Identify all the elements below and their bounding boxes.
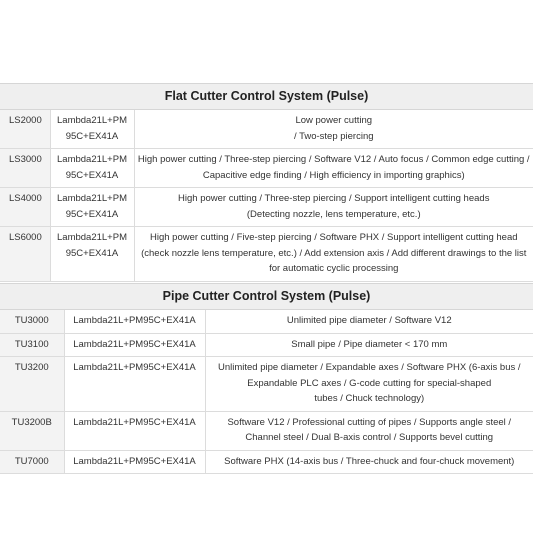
hardware-line: 95C+EX41A: [65, 130, 119, 142]
table-row: [0, 188, 533, 227]
model-cell: [0, 227, 50, 282]
features-line: Unlimited pipe diameter / Software V12: [286, 315, 452, 326]
features-line: Capacitive edge finding / High efficiency in importing graphics): [202, 169, 465, 181]
model-cell: [0, 357, 64, 412]
hardware-line: 95C+EX41A: [65, 169, 119, 181]
features-line: Small pipe / Pipe diameter < 170 mm: [291, 338, 448, 350]
table-row: [0, 227, 533, 282]
features-line: (check nozzle lens temperature, etc.) / Add extension axis / Add different drawings to the list: [141, 247, 527, 259]
hardware-line: Lambda21L+PM: [57, 193, 127, 204]
features-cell: [134, 149, 533, 188]
table-row: [0, 450, 533, 474]
table-row: [0, 110, 533, 149]
model-cell: [0, 188, 50, 227]
hardware-line: 95C+EX41A: [65, 247, 119, 259]
pipe-cutter-table: [0, 310, 533, 474]
section-title: Flat Cutter Control System (Pulse): [0, 83, 533, 110]
features-cell: [205, 333, 533, 357]
flat-cutter-section: [0, 83, 533, 282]
hardware-cell: [50, 149, 134, 188]
hardware-line: Lambda21L+PM95C+EX41A: [73, 315, 196, 326]
model-cell: [0, 110, 50, 149]
flat-cutter-table: [0, 110, 533, 282]
table-row: [0, 333, 533, 357]
model-cell: [0, 333, 64, 357]
features-line: tubes / Chuck technology): [314, 393, 425, 404]
model-cell: [0, 149, 50, 188]
hardware-line: Lambda21L+PM: [57, 154, 127, 165]
hardware-cell: [50, 227, 134, 282]
hardware-line: Lambda21L+PM: [57, 115, 127, 126]
model-line: LS6000: [9, 232, 42, 243]
features-line: Low power cutting: [295, 115, 373, 126]
model-line: TU3200B: [11, 416, 52, 428]
hardware-line: Lambda21L+PM95C+EX41A: [73, 455, 196, 467]
hardware-line: Lambda21L+PM95C+EX41A: [73, 416, 196, 428]
features-line: Expandable PLC axes / G-code cutting for special-shaped: [247, 377, 492, 389]
model-line: TU3200: [14, 362, 49, 373]
hardware-cell: [50, 110, 134, 149]
features-line: (Detecting nozzle, lens temperature, etc.): [246, 208, 421, 220]
table-row: [0, 357, 533, 412]
model-line: TU3000: [14, 315, 49, 326]
features-cell: [205, 411, 533, 450]
model-line: TU7000: [14, 455, 49, 467]
features-line: Channel steel / Dual B-axis control / Supports bevel cutting: [245, 432, 494, 443]
hardware-line: Lambda21L+PM95C+EX41A: [73, 362, 196, 373]
hardware-cell: [50, 188, 134, 227]
hardware-line: Lambda21L+PM: [57, 232, 127, 243]
model-line: LS4000: [9, 193, 42, 204]
table-row: [0, 149, 533, 188]
features-cell: [205, 310, 533, 333]
hardware-line: Lambda21L+PM95C+EX41A: [73, 338, 196, 350]
hardware-line: 95C+EX41A: [65, 208, 119, 220]
features-line: for automatic cyclic processing: [269, 263, 399, 274]
hardware-cell: [64, 411, 205, 450]
features-line: High power cutting / Three-step piercing / Support intelligent cutting heads: [178, 193, 490, 204]
table-row: [0, 411, 533, 450]
hardware-cell: [64, 333, 205, 357]
features-cell: [134, 188, 533, 227]
hardware-cell: [64, 450, 205, 474]
features-line: High power cutting / Five-step piercing / Software PHX / Support intelligent cutting head: [149, 232, 518, 243]
features-line: High power cutting / Three-step piercing / Software V12 / Auto focus / Common edge cutting /: [137, 154, 530, 165]
model-cell: [0, 411, 64, 450]
hardware-cell: [64, 357, 205, 412]
features-cell: [134, 110, 533, 149]
features-line: / Two-step piercing: [293, 130, 374, 142]
model-line: TU3100: [14, 338, 49, 350]
section-title: Pipe Cutter Control System (Pulse): [0, 283, 533, 310]
features-line: Software PHX (14-axis bus / Three-chuck and four-chuck movement): [224, 455, 515, 467]
model-cell: [0, 450, 64, 474]
features-line: Unlimited pipe diameter / Expandable axes / Software PHX (6-axis bus /: [217, 362, 521, 373]
model-cell: [0, 310, 64, 333]
features-cell: [205, 357, 533, 412]
table-row: [0, 310, 533, 333]
model-line: LS2000: [9, 115, 42, 126]
model-line: LS3000: [9, 154, 42, 165]
features-cell: [134, 227, 533, 282]
features-cell: [205, 450, 533, 474]
pipe-cutter-section: [0, 283, 533, 474]
features-line: Software V12 / Professional cutting of pipes / Supports angle steel /: [227, 416, 512, 428]
hardware-cell: [64, 310, 205, 333]
